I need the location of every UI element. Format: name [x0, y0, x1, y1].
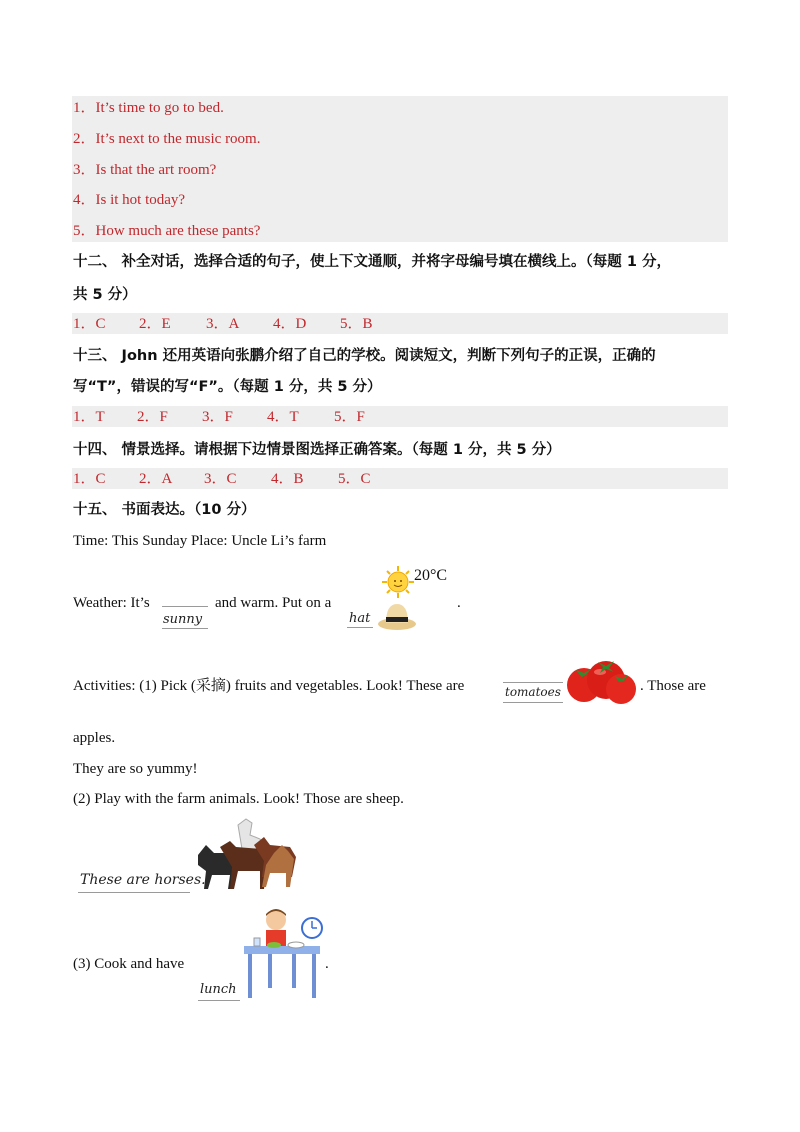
answer-line-3: 3．Is that the art room?: [73, 162, 217, 178]
answer-14-2: 2．A: [139, 471, 173, 487]
answer-14-3: 3．C: [204, 471, 237, 487]
section-15-heading: 十五、 书面表达。（10 分）: [73, 502, 256, 518]
weather-answer: sunny: [163, 612, 203, 627]
answer-line-2: 2．It’s next to the music room.: [73, 131, 261, 147]
temperature-label: 20°C: [414, 567, 448, 584]
weather-answer-underline: [162, 628, 208, 629]
horses-picture: [190, 815, 302, 893]
hat-icon: [378, 604, 416, 630]
horses-answer-underline: [78, 892, 190, 893]
section-12-heading-cont: 共 5 分）: [73, 287, 137, 303]
answer-line-5: 5．How much are these pants?: [73, 223, 261, 239]
section-13-heading: 十三、 John 还用英语向张鹏介绍了自己的学校。阅读短文，判断下列句子的正误，正确的: [73, 348, 656, 364]
tomato-icon: [567, 661, 636, 704]
activities-3-end: .: [325, 956, 329, 972]
answer-12-2: 2．E: [139, 316, 171, 332]
answer-14-1: 1．C: [73, 471, 106, 487]
answer-12-4: 4．D: [273, 316, 307, 332]
activities-3-line: (3) Cook and have: [73, 956, 185, 972]
weather-blank-line: [162, 606, 208, 607]
answer-12-1: 1．C: [73, 316, 106, 332]
answer-line-4: 4．Is it hot today?: [73, 192, 186, 208]
answer-band-13: [72, 406, 728, 427]
answer-13-5: 5．F: [334, 409, 365, 425]
tomatoes-answer-underline: [503, 702, 563, 703]
lunch-answer-underline: [198, 1000, 240, 1001]
answer-line-1: 1．It’s time to go to bed.: [73, 100, 224, 116]
activities-1-end: . Those are: [640, 678, 706, 694]
weather-prefix: Weather: It’s: [73, 595, 150, 611]
answer-13-2: 2．F: [137, 409, 168, 425]
sun-icon: [382, 566, 414, 598]
answer-13-4: 4．T: [267, 409, 299, 425]
activities-1-line: Activities: (1) Pick (采摘) fruits and vegetables. Look! These are: [73, 678, 465, 694]
weather-middle: and warm. Put on a: [215, 595, 332, 611]
section-13-heading-cont: 写“T”，错误的写“F”。（每题 1 分，共 5 分）: [73, 379, 382, 395]
tomatoes-answer: tomatoes: [505, 685, 561, 699]
horses-answer: These are horses.: [80, 872, 206, 888]
answer-14-5: 5．C: [338, 471, 371, 487]
clock-icon: [302, 918, 322, 938]
hat-answer-underline: [347, 627, 373, 628]
answer-13-3: 3．F: [202, 409, 233, 425]
answer-14-4: 4．B: [271, 471, 304, 487]
apples-line: apples.: [73, 730, 116, 746]
horse-icon: [198, 819, 296, 889]
section-14-heading: 十四、 情景选择。请根据下边情景图选择正确答案。（每题 1 分，共 5 分）: [73, 442, 561, 458]
section-12-heading: 十二、 补全对话，选择合适的句子，使上下文通顺，并将字母编号填在横线上。（每题 1 分，: [73, 254, 671, 270]
time-place-line: Time: This Sunday Place: Uncle Li’s farm: [73, 533, 327, 549]
lunch-answer: lunch: [200, 982, 237, 997]
answer-12-5: 5．B: [340, 316, 373, 332]
answer-12-3: 3．A: [206, 316, 240, 332]
lunch-picture: [240, 906, 326, 1002]
tomatoes-picture: [562, 652, 640, 708]
answer-13-1: 1．T: [73, 409, 105, 425]
yummy-line: They are so yummy!: [73, 761, 198, 777]
activities-2-line: (2) Play with the farm animals. Look! Those are sheep.: [73, 791, 404, 807]
tomatoes-blank-line: [503, 682, 563, 683]
weather-end: .: [457, 595, 461, 611]
hat-answer: hat: [349, 611, 371, 626]
